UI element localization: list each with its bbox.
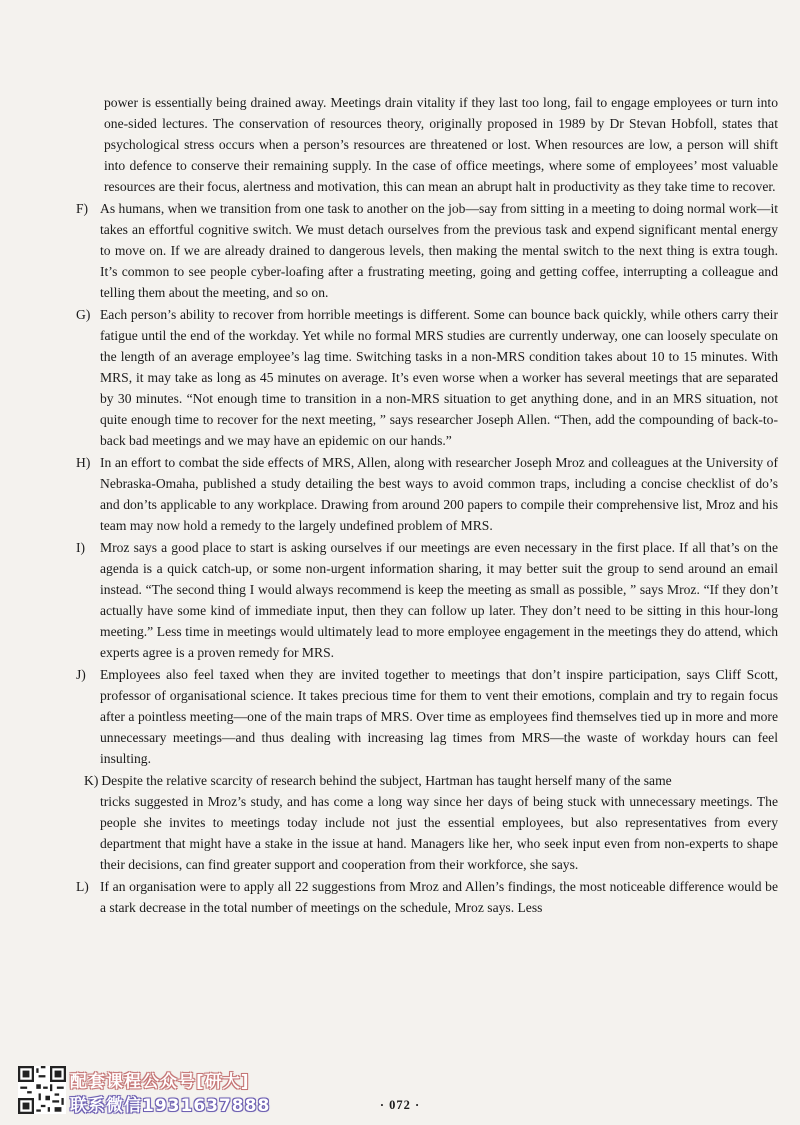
paragraph-label: F)	[76, 201, 89, 216]
document-body	[0, 92, 800, 919]
paragraph-g	[0, 304, 800, 451]
paragraph-label: G)	[76, 307, 91, 322]
paragraph-text: In an effort to combat the side effects of MRS, Allen, along with researcher Joseph Mroz and colleagues at the University of Nebraska-Omaha, published a study detailing the best ways to avoid common traps, including a concise checklist of do’s and don’ts applicable to any workplace. Drawing from around 200 papers to compile their comprehensive list, Mroz and his team may now hold a remedy to the largely undefined problem of MRS.	[100, 455, 778, 533]
paragraph-label: I)	[76, 540, 86, 555]
paragraph-label: K)	[84, 773, 99, 788]
paragraph-lead-text: Despite the relative scarcity of research behind the subject, Hartman has taught herself many of the same	[101, 773, 672, 788]
paragraph-text: As humans, when we transition from one task to another on the job—say from sitting in a meeting to doing normal work—it takes an effortful cognitive switch. We must detach ourselves from the previous task and expend significant mental energy to move on. If we are already drained to dangerous levels, then making the mental switch to the next thing is extra tough. It’s common to see people cyber-loafing after a frustrating meeting, going and getting coffee, interrupting a colleague and telling them about the meeting, and so on.	[100, 201, 778, 300]
watermark-line-2: 联系微信1931637888	[70, 1096, 271, 1116]
paragraph-text: Employees also feel taxed when they are invited together to meetings that don’t inspire participation, says Cliff Scott, professor of organisational science. It takes precious time for them to vent their emotions, complain and try to regain focus after a pointless meeting—one of the main traps of MRS. Over time as employees find themselves tied up in more and more unnecessary meetings—and thus dealing with increasing lag times from MRS—the waste of workday hours can feel insulting.	[100, 667, 778, 766]
paragraph-k	[0, 770, 800, 875]
watermark-line-1: 配套课程公众号[研大]	[70, 1072, 250, 1092]
paragraph-label: J)	[76, 667, 86, 682]
paragraph-j	[0, 664, 800, 769]
paragraph-text: If an organisation were to apply all 22 suggestions from Mroz and Allen’s findings, the most noticeable difference would be a stark decrease in the total number of meetings on the schedule, Mroz says. Less	[100, 879, 778, 915]
paragraph-e-continued	[0, 92, 800, 197]
paragraph-f	[0, 198, 800, 303]
page-number: · 072 ·	[379, 1098, 421, 1112]
paragraph-l	[0, 876, 800, 918]
paragraph-h	[0, 452, 800, 536]
paragraph-text: Mroz says a good place to start is asking ourselves if our meetings are even necessary in the first place. If all that’s on the agenda is a quick catch-up, or some non-urgent information sharing, it may better suit the group to send around an email instead. “The second thing I would always recommend is keep the meeting as small as possible, ” says Mroz. “If they don’t actually have some kind of immediate input, then they can follow up later. They don’t need to be sitting in this hour-long meeting.” Less time in meetings would ultimately lead to more employee engagement in the meetings they do attend, which experts agree is a proven remedy for MRS.	[100, 540, 778, 660]
paragraph-text: tricks suggested in Mroz’s study, and has come a long way since her days of being stuck with unnecessary meetings. The people she invites to meetings today include not just the essential employees, but also representatives from every department that might have a stake in the issue at hand. Managers like her, who seek input even from non-experts to shape their decisions, can find greater support and cooperation from their workforce, she says.	[100, 794, 778, 872]
paragraph-label: L)	[76, 879, 89, 894]
paragraph-text: power is essentially being drained away. Meetings drain vitality if they last too long, fail to engage employees or turn into one-sided lectures. The conservation of resources theory, originally proposed in 1989 by Dr Stevan Hobfoll, states that psychological stress occurs when a person’s resources are threatened or lost. When resources are low, a person will shift into defence to conserve their remaining supply. In the case of office meetings, where some of employees’ most valuable resources are their focus, alertness and motivation, this can mean an abrupt halt in productivity as they take time to recover.	[104, 95, 778, 194]
paragraph-text: Each person’s ability to recover from horrible meetings is different. Some can bounce back quickly, while others carry their fatigue until the end of the workday. Yet while no formal MRS studies are currently underway, one can loosely speculate on the length of an average employee’s lag time. Switching tasks in a non-MRS condition takes about 10 to 15 minutes. With MRS, it may take as long as 45 minutes on average. It’s even worse when a worker has several meetings that are separated by 30 minutes. “Not enough time to transition in a non-MRS situation to get anything done, and in an MRS situation, not quite enough time to recover for the next meeting, ” says researcher Joseph Allen. “Then, add the compounding of back-to-back bad meetings and we may have an epidemic on our hands.”	[100, 307, 778, 448]
paragraph-label: H)	[76, 455, 91, 470]
paragraph-i	[0, 537, 800, 663]
